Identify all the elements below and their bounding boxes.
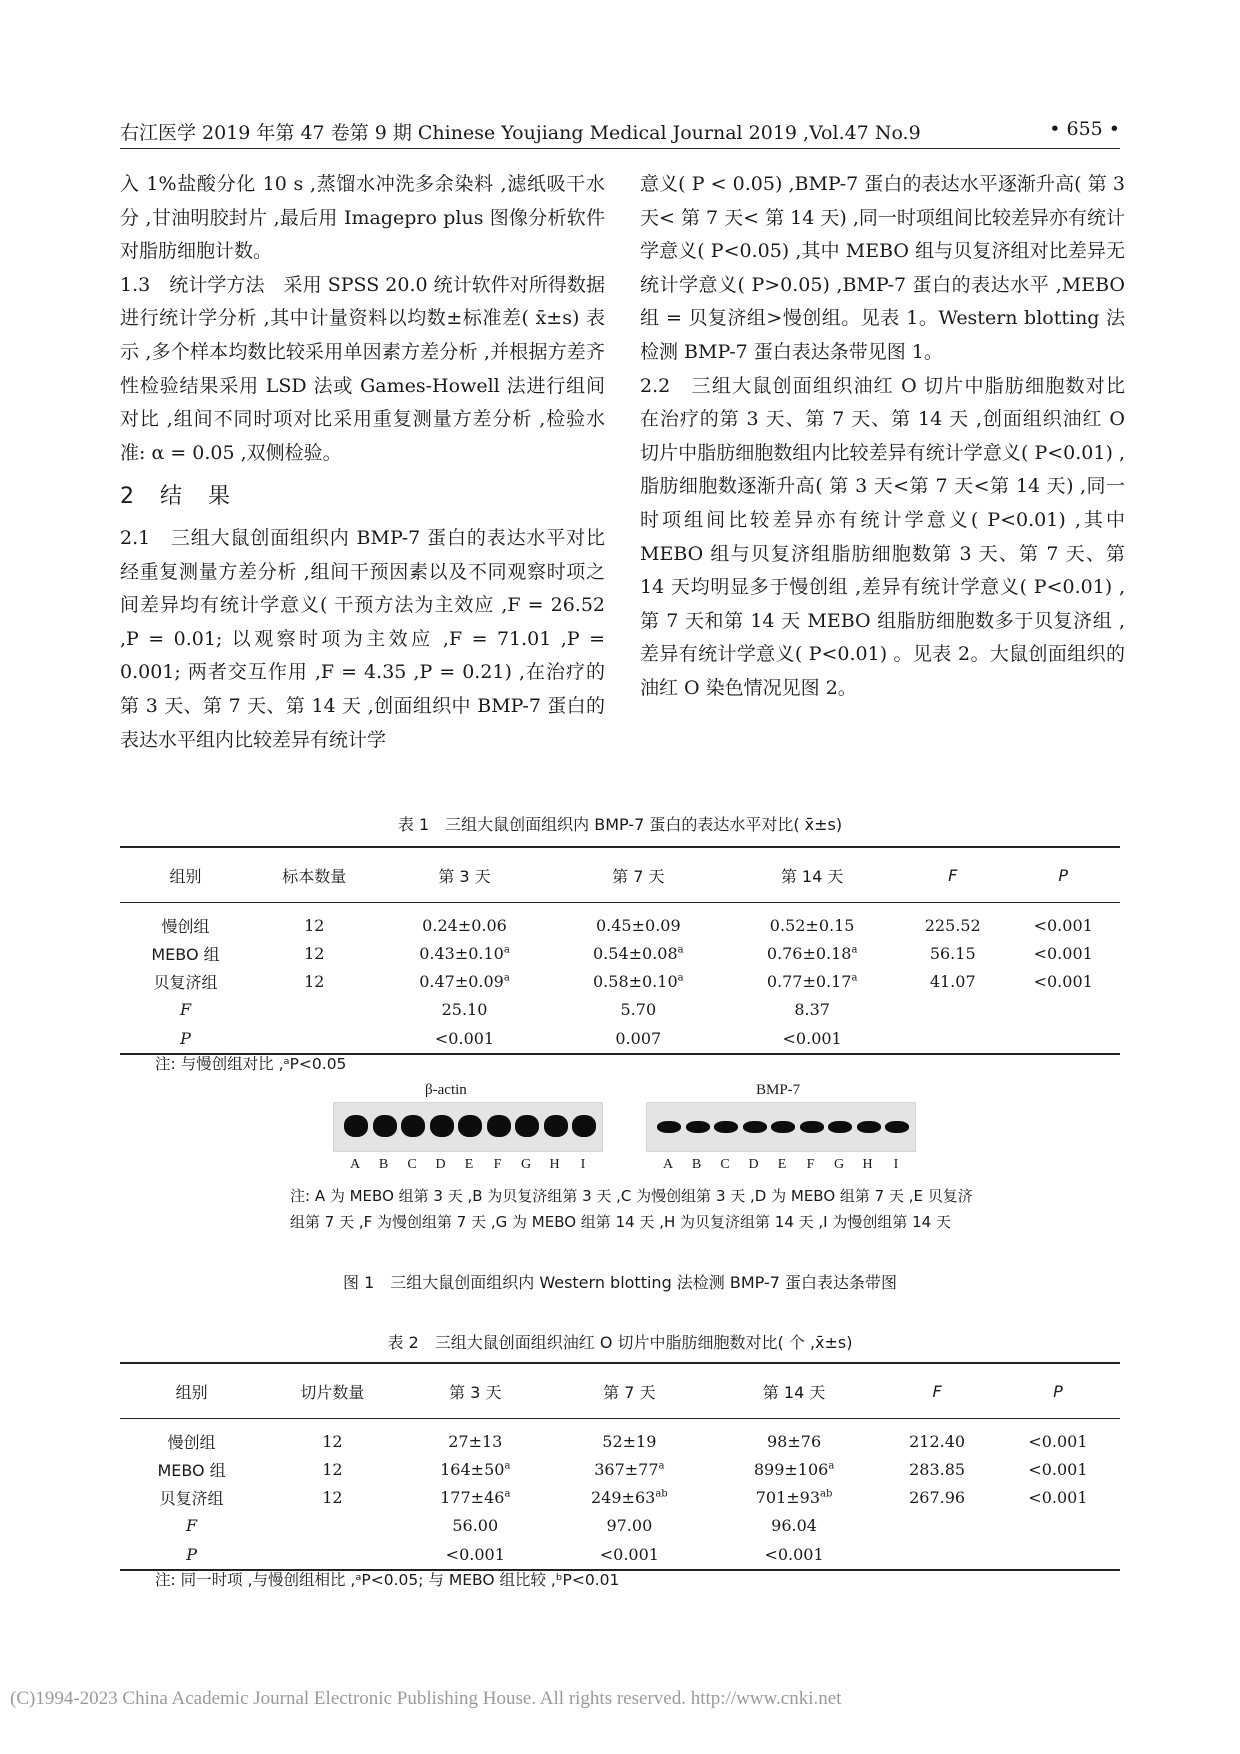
p-cell: <0.001 bbox=[1033, 915, 1093, 935]
d7-cell: 0.58±0.10$^a$ bbox=[593, 971, 684, 991]
p-d3: <0.001 bbox=[378, 1023, 552, 1054]
f-d3: 56.00 bbox=[452, 1515, 499, 1535]
actin-band bbox=[430, 1115, 454, 1137]
table1-caption: 表 1 三组大鼠创面组织内 BMP-7 蛋白的表达水平对比( x̄±s) bbox=[397, 815, 843, 834]
bmp7-band bbox=[657, 1121, 681, 1133]
f-cell: 267.96 bbox=[909, 1487, 966, 1507]
table-row bbox=[120, 1455, 1120, 1483]
section-title-results: 2 结 果 bbox=[120, 484, 232, 510]
f-cell: 283.85 bbox=[909, 1459, 966, 1479]
lane-label: A bbox=[349, 1157, 361, 1172]
lane-label: I bbox=[580, 1157, 586, 1172]
col-header: 第 14 天 bbox=[710, 1363, 879, 1419]
figure1-note-line1: 注: A 为 MEBO 组第 3 天 ,B 为贝复济组第 3 天 ,C 为慢创组第 3 天 ,D 为 MEBO 组第 7 天 ,E 贝复济 bbox=[290, 1187, 973, 1205]
lane-label: G bbox=[520, 1157, 532, 1172]
f-d3: 25.10 bbox=[441, 999, 488, 1019]
col-header: 标本数量 bbox=[251, 847, 378, 903]
table2-caption: 表 2 三组大鼠创面组织油红 O 切片中脂肪细胞数对比( 个 ,x̄±s) bbox=[387, 1333, 853, 1352]
table1 bbox=[120, 846, 1120, 1055]
bmp7-band bbox=[714, 1121, 738, 1133]
paragraph-bmp7-cont: 意义( P < 0.05) ,BMP-7 蛋白的表达水平逐渐升高( 第 3 天< 第 7 天< 第 14 天) ,同一时项组间比较差异亦有统计学意义( P<0.05) ,其中 MEBO 组与贝复济组对比差异无统计学意义( P>0.05) ,BMP-7 蛋白的表达水平 ,MEBO 组 = 贝复济组>慢创组。见表 1。Western blotting 法检测 BMP-7 蛋白表达条带见图 1。 bbox=[640, 173, 1125, 363]
table-row bbox=[120, 939, 1120, 967]
col-header: F bbox=[878, 1363, 995, 1419]
lane-label: H bbox=[862, 1157, 873, 1172]
d7-cell: 52±19 bbox=[602, 1431, 657, 1451]
n-cell: 12 bbox=[322, 1487, 343, 1507]
p-cell: <0.001 bbox=[1033, 971, 1093, 991]
lane-label: B bbox=[691, 1157, 702, 1172]
lane-label: I bbox=[893, 1157, 899, 1172]
lane-label: F bbox=[806, 1157, 815, 1172]
d3-cell: $164\pm 50^a$ bbox=[440, 1459, 511, 1479]
actin-band bbox=[515, 1115, 539, 1137]
f-d7: 97.00 bbox=[606, 1515, 653, 1535]
group-cell: MEBO 组 bbox=[151, 944, 220, 964]
table-row bbox=[120, 911, 1120, 939]
table-row bbox=[120, 967, 1120, 995]
p-cell: <0.001 bbox=[1028, 1431, 1088, 1451]
d14-cell: 0.76±0.18$^a$ bbox=[766, 943, 858, 963]
page-number: • 655 • bbox=[1049, 118, 1120, 140]
n-cell: 12 bbox=[304, 915, 325, 935]
n-cell: 12 bbox=[304, 971, 325, 991]
bmp7-band bbox=[686, 1121, 710, 1133]
stat-label: F bbox=[179, 999, 192, 1019]
table-header-row bbox=[120, 1363, 1120, 1419]
d7-cell: 0.45±0.09 bbox=[595, 915, 681, 935]
journal-citation: 右江医学 2019 年第 47 卷第 9 期 Chinese Youjiang Medical Journal 2019 ,Vol.47 No.9 bbox=[120, 122, 921, 144]
actin-band bbox=[487, 1115, 511, 1137]
lane-label: H bbox=[549, 1157, 560, 1172]
f-cell: 225.52 bbox=[924, 915, 981, 935]
d3-cell: $177\pm 46^a$ bbox=[440, 1487, 511, 1507]
d14-cell: 0.77±0.17$^a$ bbox=[766, 971, 858, 991]
table-row bbox=[120, 1427, 1120, 1455]
actin-band bbox=[373, 1115, 397, 1137]
table-row-p bbox=[120, 1539, 1120, 1570]
f-d14: 8.37 bbox=[794, 999, 830, 1019]
n-cell: 12 bbox=[322, 1431, 343, 1451]
lane-label: D bbox=[435, 1157, 446, 1172]
lane-label: F bbox=[493, 1157, 502, 1172]
figure1-caption: 图 1 三组大鼠创面组织内 Western blotting 法检测 BMP-7 蛋白表达条带图 bbox=[342, 1273, 898, 1292]
p-d14: <0.001 bbox=[725, 1023, 899, 1054]
actin-band bbox=[458, 1115, 482, 1137]
d14-cell: 98±76 bbox=[767, 1431, 822, 1451]
d14-cell: $701\pm 93^{ab}$ bbox=[755, 1487, 833, 1507]
col-header: 第 7 天 bbox=[551, 847, 725, 903]
d14-cell: 0.52±0.15 bbox=[769, 915, 855, 935]
d3-cell: 0.47±0.09$^a$ bbox=[419, 971, 510, 991]
actin-band bbox=[344, 1115, 368, 1137]
col-header: 第 7 天 bbox=[549, 1363, 710, 1419]
d3-cell: 27±13 bbox=[448, 1431, 503, 1451]
stat-label: P bbox=[120, 1023, 251, 1054]
col-header: 第 3 天 bbox=[402, 1363, 549, 1419]
group-cell: MEBO 组 bbox=[157, 1460, 226, 1480]
bmp7-band bbox=[800, 1121, 824, 1133]
table1-note: 注: 与慢创组对比 ,ᵃP<0.05 bbox=[155, 1055, 347, 1073]
blot-panel-actin bbox=[333, 1102, 603, 1152]
lane-label: G bbox=[833, 1157, 845, 1172]
table-row-p bbox=[120, 1023, 1120, 1054]
table-row bbox=[120, 1483, 1120, 1511]
table2 bbox=[120, 1362, 1120, 1571]
copyright-footer: (C)1994-2023 China Academic Journal Electronic Publishing House. All rights reserved. http://www.cnki.net bbox=[10, 1688, 842, 1709]
n-cell: 12 bbox=[322, 1459, 343, 1479]
p-d7: <0.001 bbox=[549, 1539, 710, 1570]
lane-label: C bbox=[407, 1157, 417, 1172]
d3-cell: 0.24±0.06 bbox=[422, 915, 507, 935]
d14-cell: $899\pm 106^a$ bbox=[753, 1459, 835, 1479]
bmp7-band bbox=[885, 1121, 909, 1133]
d7-cell: $367\pm 77^a$ bbox=[594, 1459, 665, 1479]
bmp7-band bbox=[857, 1121, 881, 1133]
f-cell: 56.15 bbox=[929, 943, 976, 963]
blot-panel-bmp7 bbox=[646, 1102, 916, 1152]
p-cell: <0.001 bbox=[1028, 1487, 1088, 1507]
lane-label: C bbox=[720, 1157, 730, 1172]
col-header: 组别 bbox=[120, 1363, 263, 1419]
n-cell: 12 bbox=[304, 943, 325, 963]
running-header bbox=[120, 118, 1120, 148]
actin-band bbox=[572, 1115, 596, 1137]
bmp7-band bbox=[743, 1121, 767, 1133]
stat-label: P bbox=[120, 1539, 263, 1570]
table2-note: 注: 同一时项 ,与慢创组相比 ,ᵃP<0.05; 与 MEBO 组比较 ,ᵇP<0.01 bbox=[155, 1571, 620, 1589]
table-row-f bbox=[120, 1511, 1120, 1539]
d3-cell: 0.43±0.10$^a$ bbox=[419, 943, 510, 963]
stat-label: F bbox=[186, 1515, 198, 1535]
p-d14: <0.001 bbox=[710, 1539, 879, 1570]
f-cell: 41.07 bbox=[929, 971, 976, 991]
f-cell: 212.40 bbox=[909, 1431, 966, 1451]
col-header: P bbox=[996, 1363, 1120, 1419]
group-cell: 贝复济组 bbox=[159, 1488, 224, 1508]
col-header: P bbox=[1006, 847, 1120, 903]
paragraph-adipocyte: 2.2 三组大鼠创面组织油红 O 切片中脂肪细胞数对比 在治疗的第 3 天、第 7 天、第 14 天 ,创面组织油红 O 切片中脂肪细胞数组内比较差异有统计学意义( P<0.01) ,脂肪细胞数逐渐升高( 第 3 天<第 7 天<第 14 天) ,同一时项组间比较差异亦有统计学意义( P<0.01) ,其中 MEBO 组与贝复济组脂肪细胞数第 3 天、第 7 天、第 14 天均明显多于慢创组 ,差异有统计学意义( P<0.01) ,第 7 天和第 14 天 MEBO 组脂肪细胞数多于贝复济组 ,差异有统计学意义( P<0.01) 。见表 2。大鼠创面组织的油红 O 染色情况见图 2。 bbox=[640, 374, 1145, 699]
col-header: 第 14 天 bbox=[725, 847, 899, 903]
figure1-note-line2: 组第 7 天 ,F 为慢创组第 7 天 ,G 为 MEBO 组第 14 天 ,H 为贝复济组第 14 天 ,I 为慢创组第 14 天 bbox=[290, 1213, 951, 1231]
actin-band bbox=[544, 1115, 568, 1137]
paragraph-staining: 入 1%盐酸分化 10 s ,蒸馏水冲洗多余染料 ,滤纸吸干水分 ,甘油明胶封片 ,最后用 Imagepro plus 图像分析软件对脂肪细胞计数。 bbox=[120, 173, 605, 263]
group-cell: 贝复济组 bbox=[153, 972, 218, 992]
lane-label: B bbox=[378, 1157, 389, 1172]
bmp7-band bbox=[771, 1121, 795, 1133]
p-d3: <0.001 bbox=[402, 1539, 549, 1570]
p-cell: <0.001 bbox=[1033, 943, 1093, 963]
p-cell: <0.001 bbox=[1028, 1459, 1088, 1479]
col-header: 组别 bbox=[120, 847, 251, 903]
right-column bbox=[640, 168, 1145, 706]
bmp7-band bbox=[828, 1121, 852, 1133]
lane-label: D bbox=[748, 1157, 759, 1172]
d7-cell: 0.54±0.08$^a$ bbox=[593, 943, 684, 963]
group-cell: 慢创组 bbox=[161, 916, 210, 936]
f-d7: 5.70 bbox=[620, 999, 657, 1019]
col-header: 切片数量 bbox=[263, 1363, 401, 1419]
header-divider bbox=[120, 148, 1120, 149]
paragraph-statistics: 1.3 统计学方法 采用 SPSS 20.0 统计软件对所得数据进行统计学分析 ,其中计量资料以均数±标准差( x̄±s) 表示 ,多个样本均数比较采用单因素方差分析 ,并根据方差齐性检验结果采用 LSD 法或 Games-Howell 法进行组间对比 ,组间不同时项对比采用重复测量方差分析 ,检验水准: α = 0.05 ,双侧检验。 bbox=[120, 273, 605, 464]
actin-band bbox=[401, 1115, 425, 1137]
blot-title-bmp7: BMP-7 bbox=[756, 1082, 801, 1098]
group-cell: 慢创组 bbox=[167, 1432, 216, 1452]
table-row-f bbox=[120, 995, 1120, 1023]
col-header: 第 3 天 bbox=[378, 847, 552, 903]
lane-label: E bbox=[464, 1157, 474, 1172]
lane-label: E bbox=[777, 1157, 787, 1172]
table-header-row bbox=[120, 847, 1120, 903]
blot-title-actin: β-actin bbox=[425, 1082, 467, 1098]
paragraph-bmp7: 2.1 三组大鼠创面组织内 BMP-7 蛋白的表达水平对比 经重复测量方差分析 ,组间干预因素以及不同观察时项之间差异均有统计学意义( 干预方法为主效应 ,F = 26.52 ,P = 0.01; 以观察时项为主效应 ,F = 71.01 ,P = 0.001; 两者交互作用 ,F = 4.35 ,P = 0.21) ,在治疗的第 3 天、第 7 天、第 14 天 ,创面组织中 BMP-7 蛋白的表达水平组内比较差异有统计学 bbox=[120, 526, 625, 751]
lane-label: A bbox=[662, 1157, 674, 1172]
left-column bbox=[120, 168, 625, 757]
p-d7: 0.007 bbox=[551, 1023, 725, 1054]
f-d14: 96.04 bbox=[771, 1515, 817, 1535]
figure1-note bbox=[290, 1183, 1010, 1235]
col-header: F bbox=[899, 847, 1006, 903]
d7-cell: $249\pm 63^{ab}$ bbox=[591, 1487, 668, 1507]
